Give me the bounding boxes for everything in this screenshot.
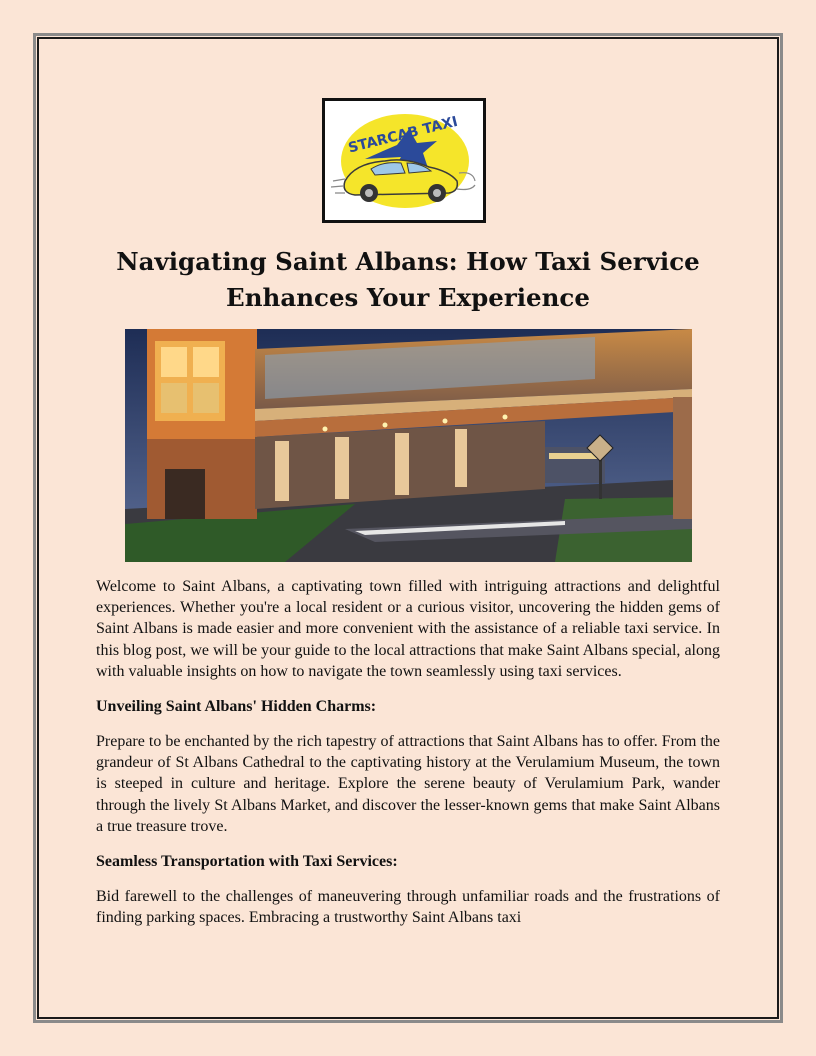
building-walkway-photo-icon	[125, 329, 692, 562]
article-body	[96, 576, 720, 928]
page-title	[60, 244, 756, 316]
hero-image	[125, 329, 692, 562]
page-title-line-1: Navigating Saint Albans: How Taxi Service	[116, 247, 700, 276]
transportation-paragraph: Bid farewell to the challenges of maneuvering through unfamiliar roads and the frustrations of finding parking spaces. Embracing a trustworthy Saint Albans taxi	[96, 888, 720, 927]
hidden-charms-paragraph: Prepare to be enchanted by the rich tapestry of attractions that Saint Albans has to offer. From the grandeur of St Albans Cathedral to the captivating history at the Verulamium Museum, the town is steeped in culture and heritage. Explore the serene beauty of Verulamium Park, wander through the lively St Albans Market, and discover the lesser-known gems that make Saint Albans a true treasure trove.	[96, 733, 720, 835]
starcab-taxi-logo	[322, 98, 486, 223]
logo-brand-text: STARCAB TAXI	[346, 113, 460, 157]
taxi-car-star-logo-icon	[325, 101, 483, 220]
page-title-line-2: Enhances Your Experience	[226, 283, 590, 312]
section-heading-hidden-charms: Unveiling Saint Albans' Hidden Charms:	[96, 698, 377, 716]
section-heading-transportation: Seamless Transportation with Taxi Services:	[96, 853, 398, 871]
intro-paragraph: Welcome to Saint Albans, a captivating town filled with intriguing attractions and delightful experiences. Whether you're a local resident or a curious visitor, uncovering the hidden gems of Saint Albans is made easier and more convenient with the assistance of a reliable taxi service. In this blog post, we will be your guide to the local attractions that make Saint Albans special, along with valuable insights on how to navigate the town seamlessly using taxi services.	[96, 578, 720, 680]
